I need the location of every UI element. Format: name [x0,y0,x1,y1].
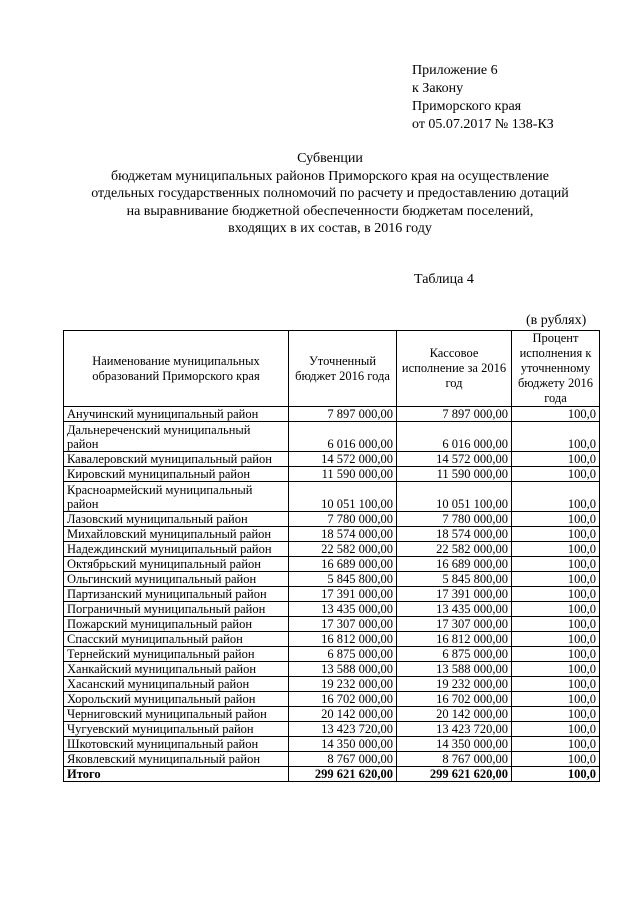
appendix-line: Приморского края [412,99,522,114]
table-row [64,647,600,662]
execution-cell: 8 767 000,00 [397,752,512,767]
percent-cell: 100,0 [512,527,600,542]
percent-cell: 100,0 [512,707,600,722]
percent-cell: 100,0 [512,407,600,422]
title-line: входящих в их состав, в 2016 году [228,221,432,236]
total-value: 299 621 620,00 [397,767,512,782]
budget-cell: 16 812 000,00 [289,632,397,647]
budget-cell: 14 350 000,00 [289,737,397,752]
municipality-name-cell: Черниговский муниципальный район [64,707,289,722]
execution-cell: 13 435 000,00 [397,602,512,617]
budget-cell: 17 391 000,00 [289,587,397,602]
document-title [60,150,600,238]
municipality-name-cell: Дальнереченский муниципальный район [64,422,289,452]
municipality-name-cell: Спасский муниципальный район [64,632,289,647]
title-line: отдельных государственных полномочий по расчету и предоставлению дотаций [91,186,569,201]
budget-cell: 6 875 000,00 [289,647,397,662]
title-line: Субвенции [297,151,363,166]
budget-cell: 18 574 000,00 [289,527,397,542]
municipality-name-cell: Партизанский муниципальный район [64,587,289,602]
table-body [64,407,600,782]
execution-cell: 14 572 000,00 [397,452,512,467]
municipality-name-cell: Шкотовский муниципальный район [64,737,289,752]
table-row [64,617,600,632]
execution-cell: 7 780 000,00 [397,512,512,527]
total-label: Итого [64,767,289,782]
execution-cell: 16 689 000,00 [397,557,512,572]
units-note: (в рублях) [526,313,587,328]
budget-cell: 13 423 720,00 [289,722,397,737]
percent-cell: 100,0 [512,587,600,602]
percent-cell: 100,0 [512,422,600,452]
table-row [64,692,600,707]
budget-cell: 13 435 000,00 [289,602,397,617]
percent-cell: 100,0 [512,512,600,527]
table-row [64,527,600,542]
municipality-name-cell: Пограничный муниципальный район [64,602,289,617]
percent-cell: 100,0 [512,602,600,617]
table-row [64,587,600,602]
table-row [64,542,600,557]
percent-cell: 100,0 [512,467,600,482]
column-header: Наименование муниципальных образований Приморского края [64,331,289,407]
budget-cell: 17 307 000,00 [289,617,397,632]
table-row [64,677,600,692]
execution-cell: 17 391 000,00 [397,587,512,602]
budget-cell: 8 767 000,00 [289,752,397,767]
appendix-reference [412,62,554,134]
municipality-name-cell: Кировский муниципальный район [64,467,289,482]
municipality-name-cell: Хорольский муниципальный район [64,692,289,707]
percent-cell: 100,0 [512,662,600,677]
budget-cell: 14 572 000,00 [289,452,397,467]
execution-cell: 13 588 000,00 [397,662,512,677]
municipality-name-cell: Тернейский муниципальный район [64,647,289,662]
table-row [64,482,600,512]
table-row [64,632,600,647]
table-row [64,407,600,422]
percent-cell: 100,0 [512,482,600,512]
municipality-name-cell: Лазовский муниципальный район [64,512,289,527]
execution-cell: 6 016 000,00 [397,422,512,452]
execution-cell: 11 590 000,00 [397,467,512,482]
municipality-name-cell: Красноармейский муниципальный район [64,482,289,512]
table-row [64,512,600,527]
table-row [64,452,600,467]
table-row [64,752,600,767]
total-row [64,767,600,782]
budget-cell: 5 845 800,00 [289,572,397,587]
table-header-row [64,331,600,407]
municipality-name-cell: Яковлевский муниципальный район [64,752,289,767]
column-header: Уточненный бюджет 2016 года [289,331,397,407]
table-row [64,737,600,752]
budget-cell: 10 051 100,00 [289,482,397,512]
execution-cell: 17 307 000,00 [397,617,512,632]
table-row [64,572,600,587]
percent-cell: 100,0 [512,692,600,707]
execution-cell: 14 350 000,00 [397,737,512,752]
municipality-name-cell: Кавалеровский муниципальный район [64,452,289,467]
percent-cell: 100,0 [512,632,600,647]
percent-cell: 100,0 [512,677,600,692]
municipality-name-cell: Ольгинский муниципальный район [64,572,289,587]
municipality-name-cell: Октябрьский муниципальный район [64,557,289,572]
execution-cell: 18 574 000,00 [397,527,512,542]
budget-cell: 16 689 000,00 [289,557,397,572]
execution-cell: 19 232 000,00 [397,677,512,692]
budget-cell: 11 590 000,00 [289,467,397,482]
table-row [64,662,600,677]
budget-cell: 13 588 000,00 [289,662,397,677]
execution-cell: 22 582 000,00 [397,542,512,557]
budget-cell: 20 142 000,00 [289,707,397,722]
budget-cell: 16 702 000,00 [289,692,397,707]
execution-cell: 5 845 800,00 [397,572,512,587]
percent-cell: 100,0 [512,557,600,572]
budget-cell: 6 016 000,00 [289,422,397,452]
percent-cell: 100,0 [512,722,600,737]
budget-cell: 7 780 000,00 [289,512,397,527]
table-row [64,722,600,737]
execution-cell: 13 423 720,00 [397,722,512,737]
table-caption: Таблица 4 [414,272,474,287]
municipality-name-cell: Анучинский муниципальный район [64,407,289,422]
column-header: Процент исполнения к уточненному бюджету 2016 года [512,331,600,407]
subvention-table [63,330,600,782]
table-row [64,467,600,482]
total-value: 100,0 [512,767,600,782]
municipality-name-cell: Михайловский муниципальный район [64,527,289,542]
municipality-name-cell: Ханкайский муниципальный район [64,662,289,677]
municipality-name-cell: Хасанский муниципальный район [64,677,289,692]
municipality-name-cell: Надеждинский муниципальный район [64,542,289,557]
percent-cell: 100,0 [512,647,600,662]
percent-cell: 100,0 [512,752,600,767]
title-line: на выравнивание бюджетной обеспеченности бюджетам поселений, [126,203,534,219]
municipality-name-cell: Чугуевский муниципальный район [64,722,289,737]
column-header: Кассовое исполнение за 2016 год [397,331,512,407]
table-row [64,557,600,572]
table-row [64,602,600,617]
percent-cell: 100,0 [512,452,600,467]
execution-cell: 20 142 000,00 [397,707,512,722]
municipality-name-cell: Пожарский муниципальный район [64,617,289,632]
execution-cell: 7 897 000,00 [397,407,512,422]
table-row [64,707,600,722]
percent-cell: 100,0 [512,737,600,752]
execution-cell: 6 875 000,00 [397,647,512,662]
appendix-line: к Закону [412,81,464,96]
table-row [64,422,600,452]
percent-cell: 100,0 [512,617,600,632]
total-value: 299 621 620,00 [289,767,397,782]
title-line: бюджетам муниципальных районов Приморского края на осуществление [111,168,549,184]
appendix-line: Приложение 6 [412,63,498,78]
execution-cell: 10 051 100,00 [397,482,512,512]
percent-cell: 100,0 [512,542,600,557]
execution-cell: 16 702 000,00 [397,692,512,707]
budget-cell: 22 582 000,00 [289,542,397,557]
execution-cell: 16 812 000,00 [397,632,512,647]
budget-cell: 7 897 000,00 [289,407,397,422]
appendix-line: от 05.07.2017 № 138-КЗ [412,117,554,132]
budget-cell: 19 232 000,00 [289,677,397,692]
percent-cell: 100,0 [512,572,600,587]
